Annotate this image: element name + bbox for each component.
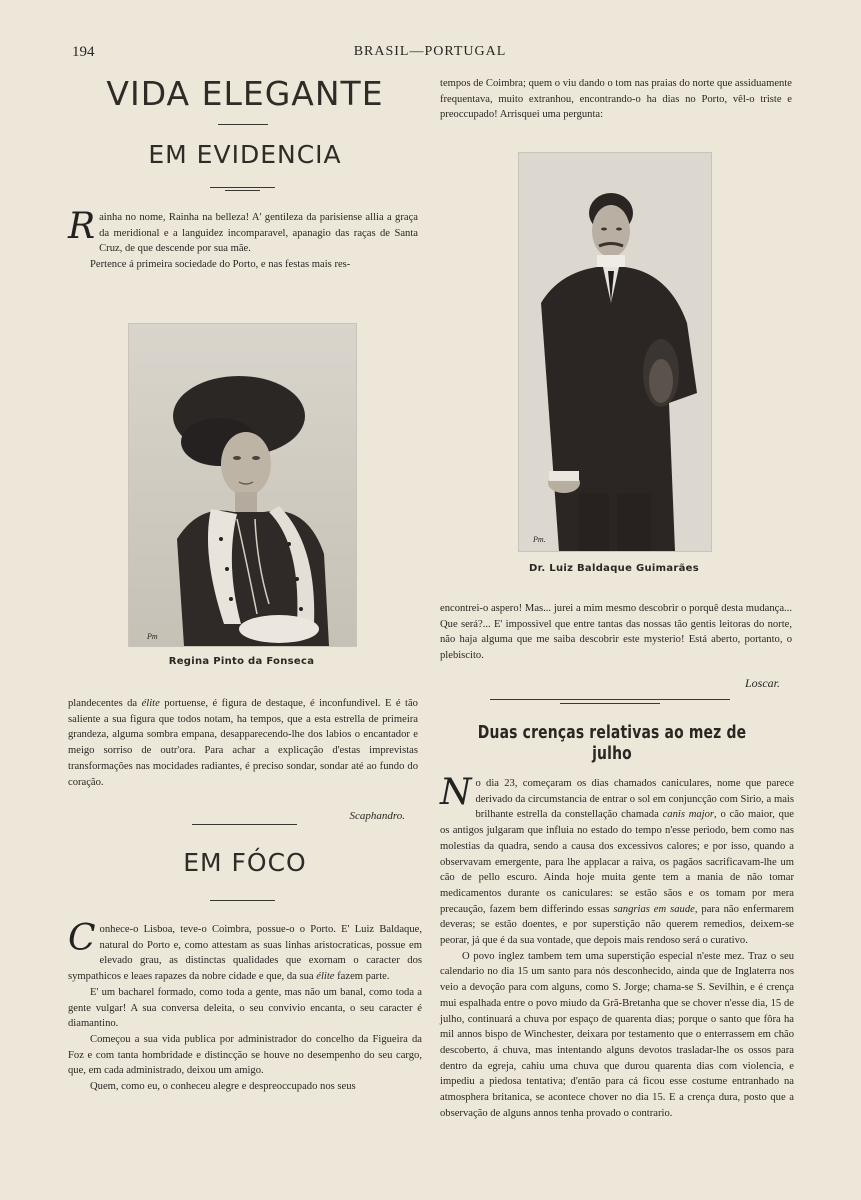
foco-para-4: Quem, como eu, o conheceu alegre e despreoccupado nos seus [90,1081,356,1093]
crencas-para-1b: , o cão maior, que os antigos julgaram que influia no estado do tempo n'esse periodo, bem como nas molestias da quadra, sendo a causa dos excessivos calores; e por isso, quando a observavam emergente, para lhe applacar a raiva, os pagãos sacrificavam-lhe um cão de pello escuro. Ainda hoje muita gente tem a mania de não tomar medicamentos durante os caniculares: se estão sãos e os tomam por mera precaução, fazem bem differindo essas [440,809,794,915]
evidencia-continuation [68,696,418,790]
dropcap-r: R [68,206,96,247]
separator-rule-top [490,699,730,700]
crencas-italic-1: canis major [662,809,715,821]
photo-mark-regina: Pm [147,632,158,641]
portrait-luiz [518,152,712,552]
separator-rule-bottom [560,703,660,704]
foco-right-top-text: tempos de Coimbra; quem o viu dando o tom nas praias do norte que assiduamente frequentava, muito extranhou, encontrando-o ha dias no Porto, vêl-o triste e preoccupado! Arrisquei uma pergunta: [440,78,792,121]
foco-right-top [440,76,792,123]
foco-right-mid-text: encontrei-o aspero! Mas... jurei a mim mesmo descobrir o porquê desta mudança... Que será?... E' impossivel que entre tantas das nossas tão gentis leitoras do norte, não haja alguma que me saiba descobrir este mysterio! Está aberto, portanto, o plebiscito. [440,603,792,662]
crencas-para-2: O povo inglez tambem tem uma superstição especial n'este mez. Traz o seu calendario no dia 15 um santo para nós desconhecido, ainda que de Inglaterra nos veio a devoção para com alguns, como S. Jorge; chama-se S. Sevilhin, e é crença mui espalhada entre o povo miudo da Grã-Bretanha que se chover n'esse dia, 15 de julho, continuará a chuva por espaço de quarenta dias; porque o santo que fôra ha mil annos bispo de Winchester, deixara por testamento que o enterrassem em chão descoberto, á chuva, mas intentando alguns devotos trasladar-lhe os ossos para dentro da egreja, cahiu uma chuva que durou quarenta dias com violencia, e impediu a piedosa tentativa; d'então para cá ficou esse costume entranhado na atmosphera britanica, se acontece chover no dia 15. E a crença dura, posto que a observação de alguns annos tenha provado o contrario. [440,950,794,1119]
caption-luiz: Dr. Luiz Baldaque Guimarães [529,563,699,574]
page-number: 194 [72,44,95,60]
subtitle-rule [210,187,275,188]
photo-mark-luiz: Pm. [533,535,546,544]
foco-right-mid [440,601,792,664]
portrait-regina-image [129,324,356,646]
foco-body [68,918,422,1095]
caption-regina: Regina Pinto da Fonseca [168,656,315,667]
signature-scaphandro: Scaphandro. [349,810,405,822]
crencas-body [440,772,795,1121]
running-head: BRASIL—PORTUGAL [353,44,507,59]
foco-para-1: onhece-o Lisboa, teve-o Coimbra, possue-o o Porto. E' Luiz Baldaque, natural do Porto e, como attestam as suas linhas aristocraticas, possue em elevado grau, as distinctas qualidades que exornam o caracter dos sympathicos e leaes rapazes da nobre cidade e que, da sua [68,924,422,983]
crencas-italic-2: sangrias em saude [613,903,695,915]
foco-para-1-italic: élite [316,971,335,983]
section-rule [192,824,297,825]
evidencia-intro [68,206,418,273]
portrait-luiz-image [519,153,711,551]
crencas-para-1a: o dia 23, começaram os dias chamados caniculares, nome que parece derivado da circumstancia de entrar o sol em conjuncção com Sirio, a mais brilhante estrella da constellação chamada [475,778,794,821]
evidencia-para-1: ainha no nome, Rainha na belleza! A' gentileza da parisiense allia a graça da meridional e a languidez incomparavel, apanagio das raças de Santa Cruz, de que descende por sua mãe. [99,212,418,255]
evidencia-para-2: Pertence á primeira sociedade do Porto, e nas festas mais res- [90,259,351,271]
foco-para-1-end: fazem parte. [334,971,390,983]
section-subtitle-em-evidencia: EM EVIDENCIA [148,140,342,169]
portrait-regina [128,323,357,647]
signature-loscar: Loscar. [744,676,780,690]
section-title-em-foco: EM FÓCO [183,848,307,877]
foco-para-3: Começou a sua vida publica por administrador do concelho da Figueira da Foz e com tanta hombridade e distincção se houve no desempenho do seu cargo, que, em cada administrado, deixou um amigo. [68,1033,422,1077]
section-title-vida-elegante: VIDA ELEGANTE [106,74,384,113]
title-rule [218,124,268,125]
foco-rule [210,900,275,901]
foco-para-2: E' um bacharel formado, como toda a gente, mas não um banal, como toda a gente vulgar! A sua conversa deleita, o seu convivio encanta, o seu caracter é diamantino. [68,986,422,1030]
crencas-para-1c: , para não enfermarem deveras; se estão doentes, e por superstição não querem remedios, deixem-se peorar, já que é da sua vontade, que depois mais rendoso será o curativo. [440,903,795,947]
subtitle-rule-2 [225,190,260,191]
para3-start: plandecentes da [68,698,142,709]
para3-rest: portuense, é figura de destaque, é inconfundivel. E é tão saliente a sua figura que todos notam, ha tempos, que a esta estrella de primeira grandeza, alguma sombra empana, desapparecendo-lhe dos labios o encantador e meigo sorriso de outr'ora. Para achar a explicação d'estas imprevistas transformações nas mocidades radiantes, é preciso sondar, sondar até ao fundo do coração. [68,698,418,788]
section-title-duas-crencas: Duas crenças relativas ao mez de julho [477,722,747,764]
para3-italic: élite [141,698,160,709]
dropcap-c: C [68,918,96,959]
dropcap-n: N [440,772,472,813]
